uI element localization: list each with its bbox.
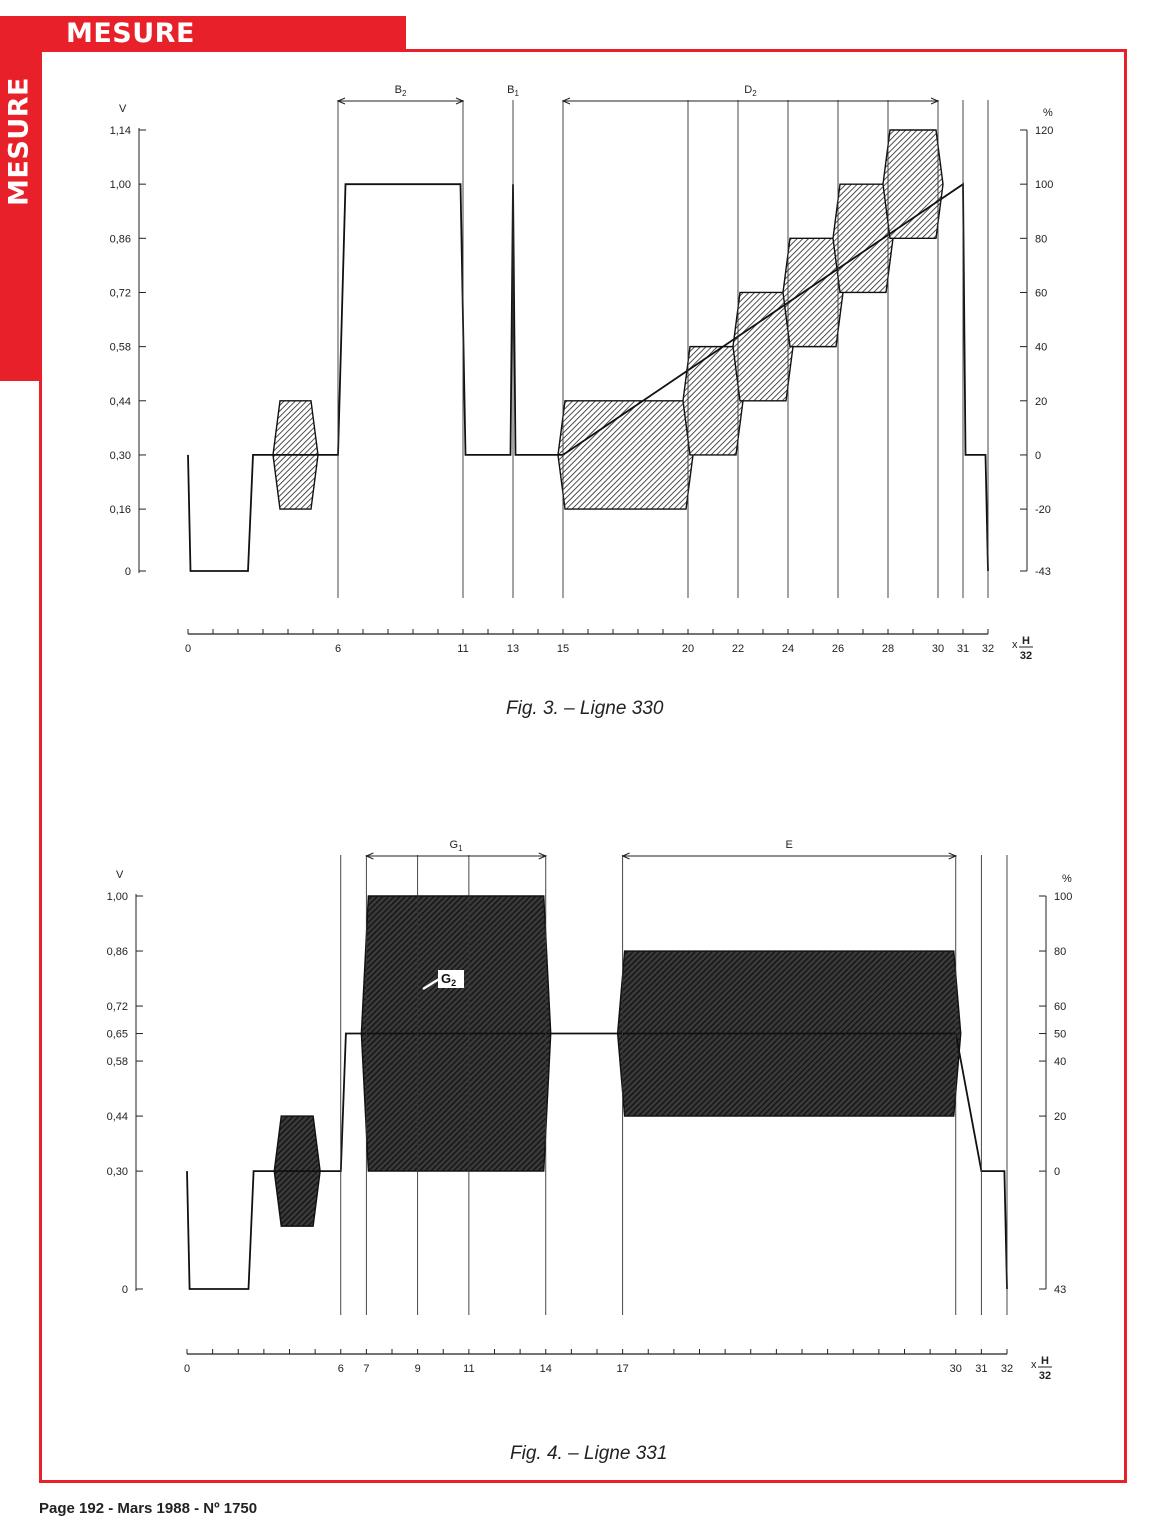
x-tick-label: 28	[881, 643, 895, 655]
right-axis-unit-label: %	[1062, 873, 1072, 885]
right-tick-label: 0	[1054, 1166, 1061, 1179]
left-tick-label: 0,16	[109, 504, 131, 517]
left-axis-unit-label: V	[116, 869, 124, 881]
right-tick-label: 60	[1035, 287, 1048, 300]
bracket-label: $G_1$	[449, 839, 463, 853]
bracket-label-sub: 1	[514, 89, 519, 98]
right-tick-label: 50	[1054, 1028, 1067, 1041]
x-tick-label: 17	[616, 1363, 629, 1375]
section-label: MESURE	[66, 18, 195, 49]
bracket-label: $B_1$	[507, 84, 519, 98]
x-unit-denominator: 32	[1038, 1370, 1052, 1382]
x-tick-label: 9	[414, 1363, 421, 1375]
left-tick-label: 0,72	[106, 1001, 128, 1014]
right-tick-label: 20	[1035, 395, 1048, 408]
x-tick-label: 31	[956, 643, 970, 655]
left-tick-label: 1,14	[109, 125, 131, 137]
right-tick-label: 40	[1035, 341, 1048, 354]
left-tick-label: 0,44	[109, 395, 131, 408]
inner-label-sub: 2	[451, 978, 457, 988]
x-tick-label: 32	[1000, 1363, 1014, 1375]
x-tick-label: 31	[975, 1363, 988, 1375]
x-unit-prefix: x	[1012, 639, 1018, 651]
bracket-label-sub: 2	[401, 89, 407, 98]
left-tick-label: 1,00	[109, 179, 131, 192]
left-tick-label: 0,58	[106, 1056, 128, 1069]
x-tick-label: 11	[463, 1363, 475, 1375]
x-tick-label: 6	[334, 643, 342, 655]
right-tick-label: 60	[1054, 1001, 1067, 1014]
x-unit-numerator: H	[1041, 1355, 1049, 1367]
x-tick-label: 20	[681, 643, 695, 655]
bracket-label: E	[785, 839, 793, 851]
right-tick-label: 100	[1054, 891, 1073, 903]
right-tick-label: 120	[1035, 125, 1054, 137]
x-tick-label: 30	[931, 643, 945, 655]
x-tick-label: 15	[556, 643, 570, 655]
x-tick-label: 26	[831, 643, 845, 655]
left-tick-label: 0	[124, 566, 131, 578]
left-tick-label: 0,72	[109, 287, 131, 300]
x-tick-label: 32	[981, 643, 995, 655]
x-unit-denominator: 32	[1019, 650, 1033, 662]
x-tick-label: 24	[781, 643, 795, 655]
left-tick-label: 0,65	[106, 1028, 128, 1041]
left-axis-unit-label: V	[119, 103, 127, 115]
bracket-label: $D_2$	[744, 84, 757, 98]
x-tick-label: 14	[539, 1363, 552, 1375]
right-tick-label: 80	[1054, 946, 1067, 959]
right-tick-label: -20	[1035, 504, 1051, 517]
figure-3-caption: Fig. 3. – Ligne 330	[506, 698, 664, 719]
inner-label: $G_2$	[441, 971, 457, 988]
x-unit-prefix: x	[1031, 1359, 1037, 1371]
right-tick-label: 100	[1035, 179, 1054, 192]
right-tick-label: 0	[1035, 449, 1042, 462]
left-tick-label: 0,58	[109, 341, 131, 354]
left-tick-label: 0,86	[106, 946, 128, 959]
side-label: MESURE	[3, 77, 35, 206]
bracket-label-sub: 2	[752, 89, 757, 98]
x-tick-label: 6	[337, 1363, 344, 1375]
x-tick-label: 0	[183, 1363, 191, 1375]
x-tick-label: 22	[731, 643, 745, 655]
x-tick-label: 13	[506, 643, 520, 655]
x-tick-label: 11	[457, 643, 469, 655]
left-tick-label: 0,86	[109, 233, 131, 246]
left-tick-label: 0,44	[106, 1111, 128, 1124]
bracket-label: $B_2$	[394, 84, 407, 98]
right-tick-label: 20	[1054, 1111, 1067, 1124]
bracket-label-sub: 1	[458, 844, 463, 853]
x-tick-label: 30	[949, 1363, 962, 1375]
right-tick-label: -43	[1035, 566, 1051, 578]
left-tick-label: 1,00	[106, 891, 128, 903]
left-tick-label: 0	[121, 1284, 128, 1296]
right-tick-label: 80	[1035, 233, 1048, 246]
page-footer: Page 192 - Mars 1988 - Nº 1750	[39, 1500, 258, 1517]
x-tick-label: 7	[363, 1363, 370, 1375]
right-axis-unit-label: %	[1043, 107, 1053, 119]
x-unit-numerator: H	[1022, 635, 1030, 647]
figure-4-caption: Fig. 4. – Ligne 331	[510, 1443, 668, 1464]
left-tick-label: 0,30	[109, 449, 131, 462]
left-tick-label: 0,30	[106, 1166, 128, 1179]
x-tick-label: 0	[184, 643, 192, 655]
right-tick-label: 43	[1054, 1284, 1067, 1296]
right-tick-label: 40	[1054, 1056, 1067, 1069]
